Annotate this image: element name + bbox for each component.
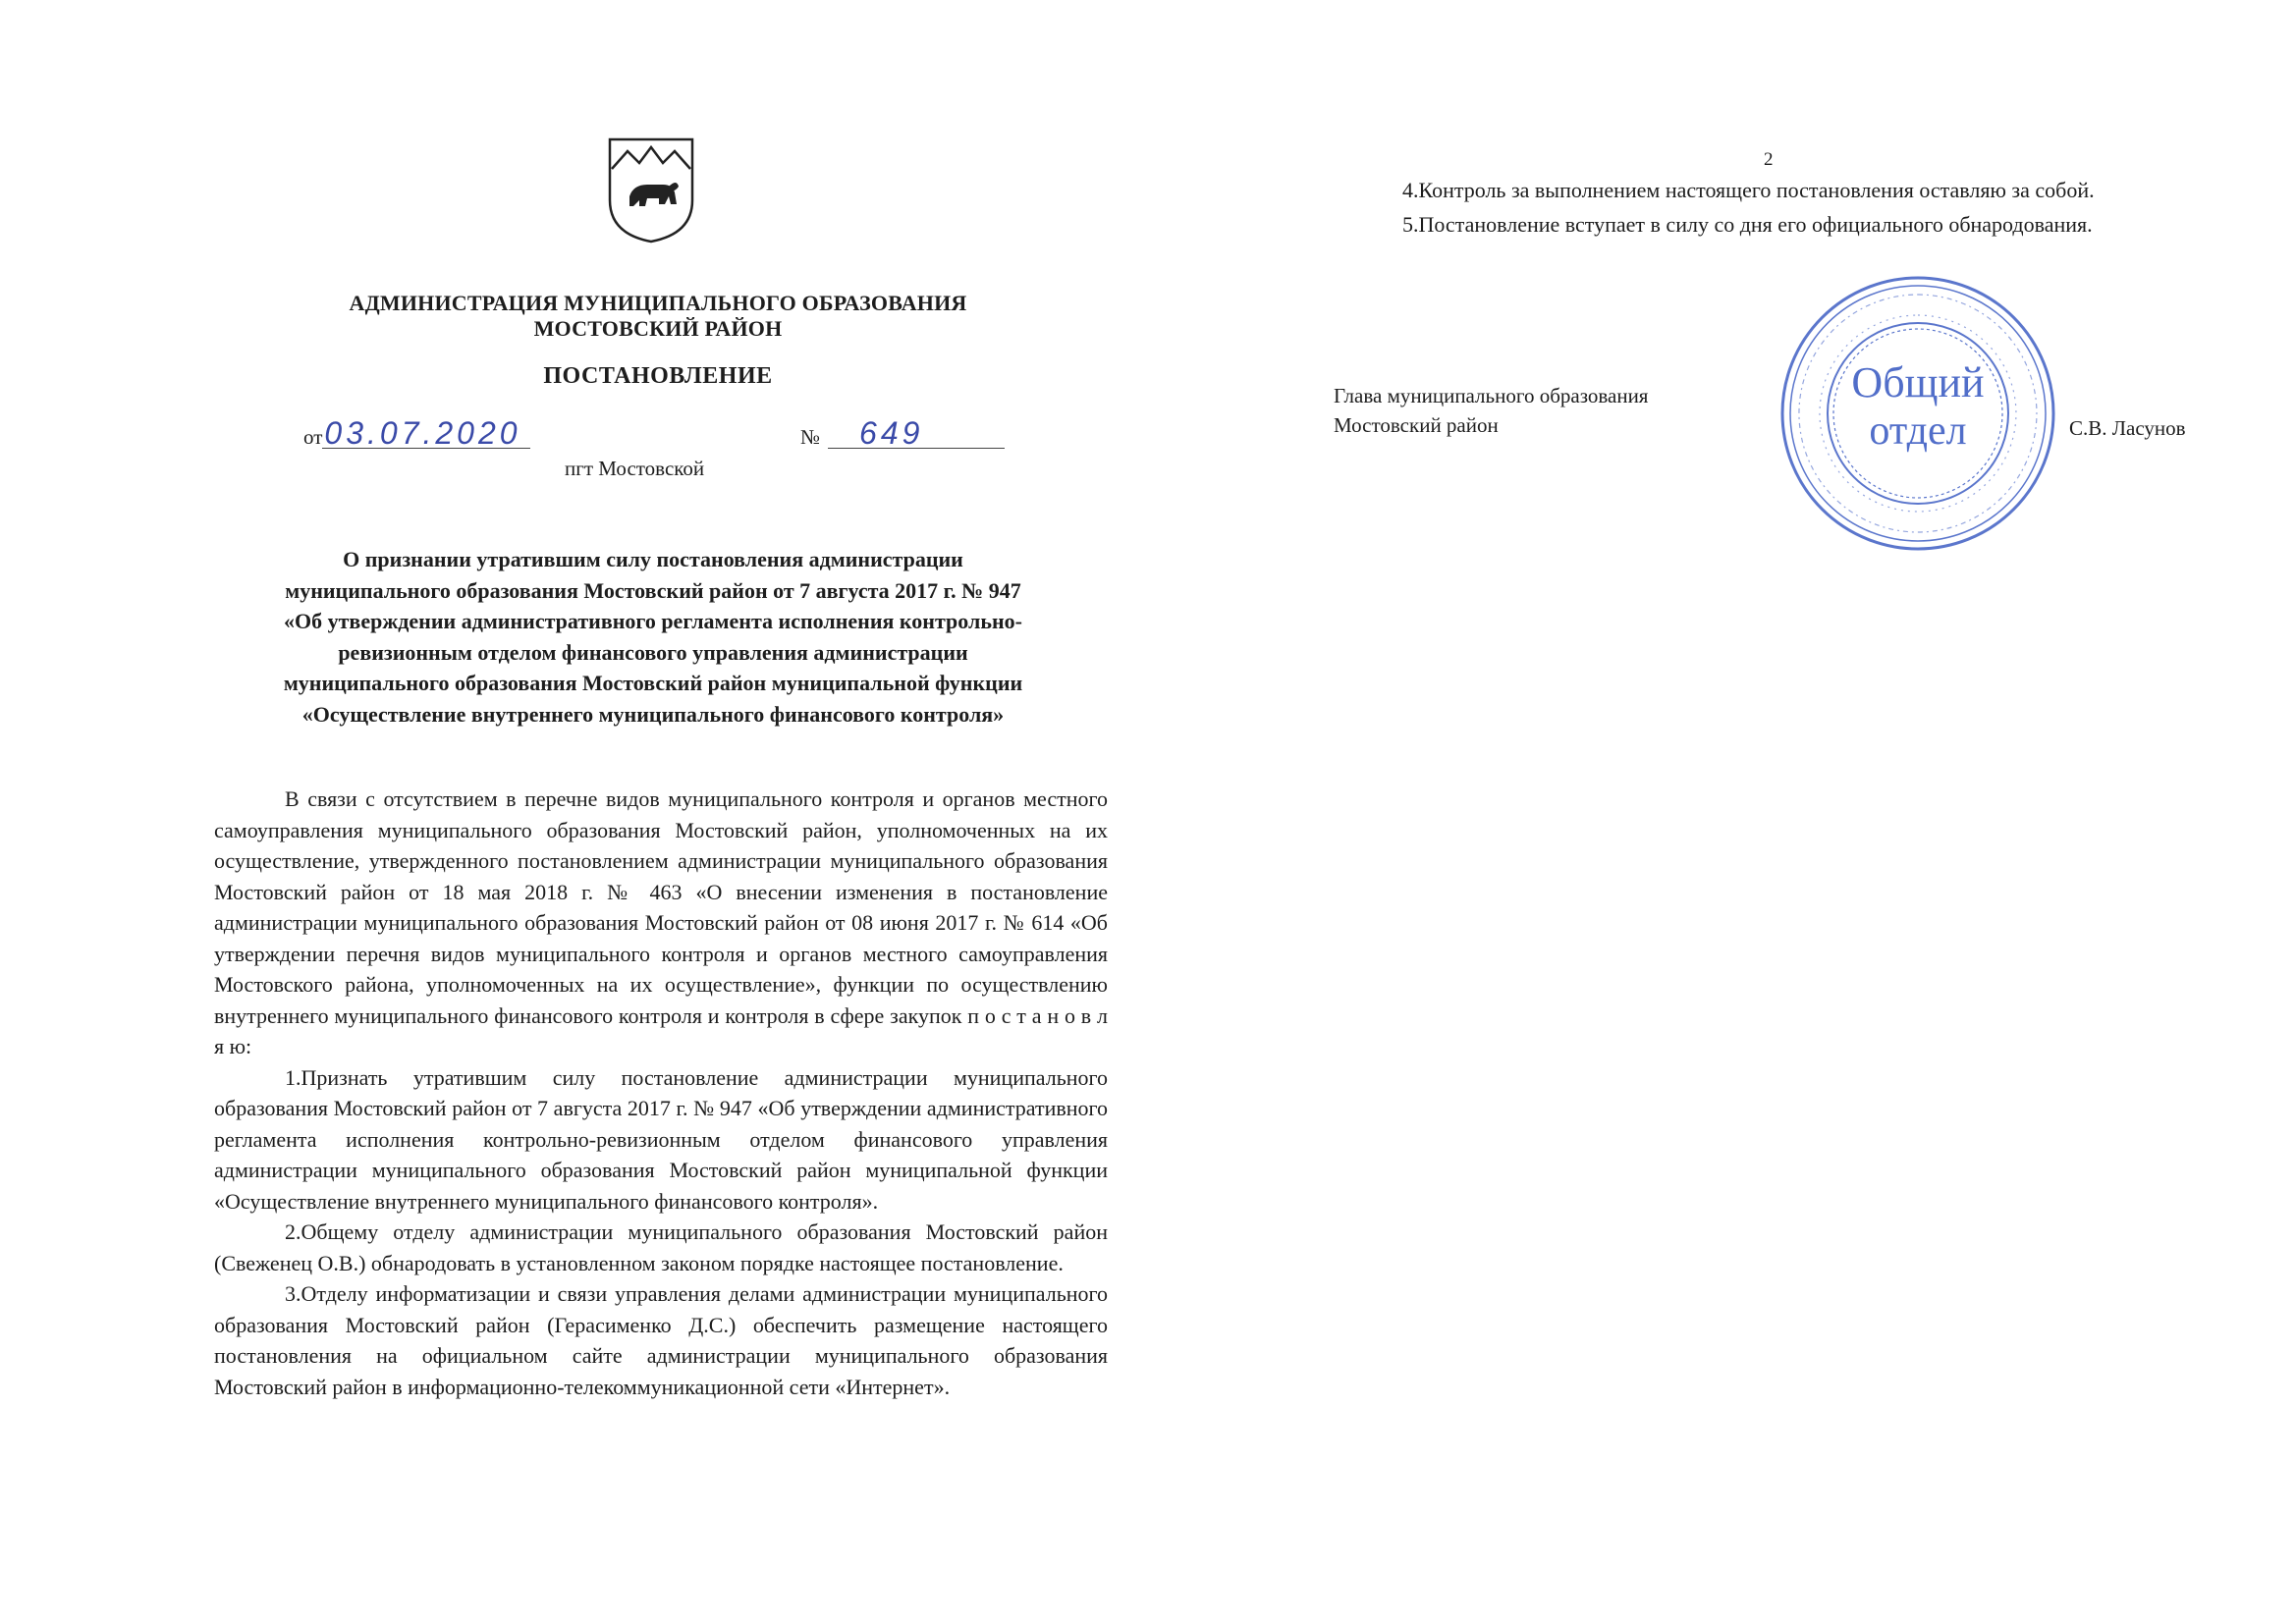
body-paragraph-3: 3.Отделу информатизации и связи управления делами администрации муниципального образования Мостовский район (Герасименко Д.С.) обеспечить размещение настоящего постановления на официальном сайте администрации муниципального образования Мостовский район в информационно-телекоммуникационной сети «Интернет».: [214, 1281, 1108, 1399]
body-paragraph-preamble: В связи с отсутствием в перечне видов муниципального контроля и органов местного самоуправления муниципального образования Мостовский район, уполномоченных на их осуществление, утвержденного постановлением администрации муниципального образования Мостовский район от 18 мая 2018 г. № 463 «О внесении изменения в постановление администрации муниципального образования Мостовский район от 08 июня 2017 г. № 614 «Об утверждении перечня видов муниципального контроля и органов местного самоуправления Мостовского района, уполномоченных на их осуществление», функции по осуществлению внутреннего муниципального финансового контроля и контроля в сфере закупок п о с т а н о в л я ю:: [214, 786, 1108, 1058]
document-body-continued: [1332, 175, 2215, 243]
subject-line: муниципального образования Мостовский район от 7 августа 2017 г. № 947: [285, 577, 1021, 603]
date-prefix: от: [303, 425, 323, 449]
body-paragraph-4: 4.Контроль за выполнением настоящего постановления оставляю за собой.: [1402, 178, 2095, 202]
signatory-name: С.В. Ласунов: [2069, 416, 2186, 440]
body-paragraph-1: 1.Признать утратившим силу постановление администрации муниципального образования Мостовский район от 7 августа 2017 г. № 947 «Об утверждении административного регламента исполнения контрольно-ревизионным отделом финансового управления администрации муниципального образования Мостовский район муниципальной функции «Осуществление внутреннего муниципального финансового контроля».: [214, 1064, 1108, 1214]
body-paragraph-2: 2.Общему отделу администрации муниципального образования Мостовский район (Свеженец О.В.) обнародовать в установленном законом порядке настоящее постановление.: [214, 1219, 1108, 1275]
document-number: 649: [828, 418, 1005, 449]
signatory-position-line1: Глава муниципального образования: [1334, 384, 1649, 407]
body-paragraph-5: 5.Постановление вступает в силу со дня его официального обнародования.: [1402, 211, 2093, 237]
subject-line: ревизионным отделом финансового управления администрации: [338, 639, 968, 665]
document-date: 03.07.2020: [322, 418, 530, 449]
org-name-line2: МОСТОВСКИЙ РАЙОН: [533, 316, 783, 341]
document-body: [214, 784, 1108, 1402]
date-row: [303, 415, 530, 451]
document-type: ПОСТАНОВЛЕНИЕ: [543, 363, 773, 389]
subject-line: «Об утверждении административного регламента исполнения контрольно-: [284, 609, 1022, 633]
subject-line: О признании утратившим силу постановления администрации: [343, 547, 963, 571]
number-row: [800, 415, 1005, 451]
place-of-issue: пгт Мостовской: [565, 457, 705, 480]
coat-of-arms-emblem-icon: [606, 135, 696, 245]
document-subject: [211, 544, 1095, 730]
signatory-position-line2: Мостовский район: [1334, 413, 1499, 437]
round-stamp-icon: [1776, 271, 2060, 556]
stamp-center-line1: Общий: [1851, 358, 1985, 406]
page-number: 2: [1764, 149, 1774, 170]
subject-line: муниципального образования Мостовский район муниципальной функции: [283, 671, 1023, 695]
right-page: [1148, 0, 2296, 1624]
subject-line: «Осуществление внутреннего муниципального финансового контроля»: [301, 701, 1005, 727]
signatory-position: [1334, 381, 1648, 440]
number-sign: №: [800, 425, 821, 449]
stamp-center-line2: отдел: [1869, 408, 1967, 454]
org-name-line1: АДМИНИСТРАЦИЯ МУНИЦИПАЛЬНОГО ОБРАЗОВАНИЯ: [349, 291, 967, 315]
